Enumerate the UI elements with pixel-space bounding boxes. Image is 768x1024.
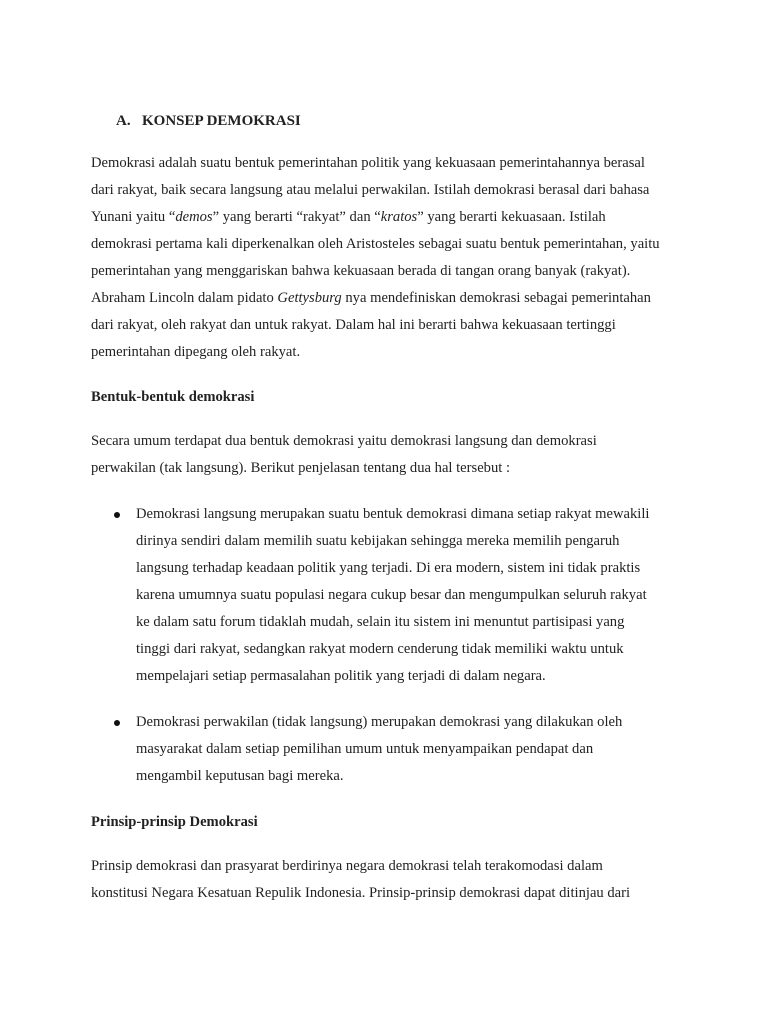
text-line — [136, 636, 649, 663]
text-segment: demokrasi pertama kali diperkenalkan oleh Aristosteles sebagai suatu bentuk pemerintahan, yaitu — [91, 236, 660, 252]
section-number: A. — [116, 113, 131, 129]
text-line — [91, 312, 660, 339]
text-segment: pemerintahan dipegang oleh rakyat. — [91, 344, 301, 360]
text-segment: konstitusi Negara Kesatuan Repulik Indonesia. Prinsip-prinsip demokrasi dapat ditinjau dari — [91, 885, 631, 901]
text-segment: Secara umum terdapat dua bentuk demokrasi yaitu demokrasi langsung dan demokrasi — [91, 433, 597, 449]
text-line — [136, 555, 649, 582]
text-segment: langsung terhadap keadaan politik yang terjadi. Di era modern, sistem ini tidak praktis — [136, 560, 641, 576]
paragraph-prinsip — [91, 853, 630, 907]
text-segment: Demokrasi langsung merupakan suatu bentuk demokrasi dimana setiap rakyat mewakili — [136, 506, 650, 522]
text-segment: Abraham Lincoln dalam pidato — [91, 290, 278, 306]
text-line — [136, 709, 622, 736]
text-segment: Prinsip demokrasi dan prasyarat berdirinya negara demokrasi telah terakomodasi dalam — [91, 858, 603, 874]
text-line — [136, 501, 649, 528]
text-line — [91, 428, 597, 455]
text-segment: ke dalam satu forum tidaklah mudah, selain itu sistem ini menuntut partisipasi yang — [136, 614, 625, 630]
text-line — [91, 853, 630, 880]
paragraph-bentuk — [91, 428, 597, 482]
italic-term: kratos — [380, 209, 418, 225]
italic-term: demos — [175, 209, 213, 225]
bullet-item-perwakilan — [136, 709, 622, 790]
text-line — [91, 177, 660, 204]
text-line — [91, 455, 597, 482]
text-line — [136, 609, 649, 636]
bullet-item-langsung — [136, 501, 649, 690]
text-line — [91, 150, 660, 177]
text-segment: Demokrasi perwakilan (tidak langsung) merupakan demokrasi yang dilakukan oleh — [136, 714, 623, 730]
text-segment: perwakilan (tak langsung). Berikut penjelasan tentang dua hal tersebut : — [91, 460, 511, 476]
text-segment: dirinya sendiri dalam memilih suatu kebijakan sehingga mereka memilih pengaruh — [136, 533, 620, 549]
text-segment: masyarakat dalam setiap pemilihan umum untuk menyampaikan pendapat dan — [136, 741, 594, 757]
text-segment: Yunani yaitu “ — [91, 209, 176, 225]
text-line — [136, 763, 622, 790]
text-line — [136, 582, 649, 609]
text-line — [91, 204, 660, 231]
text-segment: dari rakyat, baik secara langsung atau melalui perwakilan. Istilah demokrasi berasal dari bahasa — [91, 182, 650, 198]
text-line — [91, 880, 630, 907]
text-segment: mempelajari setiap permasalahan politik yang terjadi di dalam negara. — [136, 668, 546, 684]
text-segment: dari rakyat, oleh rakyat dan untuk rakyat. Dalam hal ini berarti bahwa kekuasaan tertinggi — [91, 317, 616, 333]
heading-bentuk-demokrasi: Bentuk-bentuk demokrasi — [91, 389, 255, 405]
text-segment: ” yang berarti “rakyat” dan “ — [212, 209, 381, 225]
text-line — [91, 285, 660, 312]
text-segment: pemerintahan yang menggariskan bahwa kekuasaan berada di tangan orang banyak (rakyat). — [91, 263, 631, 279]
paragraph-intro — [91, 150, 660, 366]
bullet-icon — [114, 512, 120, 518]
text-segment: tinggi dari rakyat, sedangkan rakyat modern cenderung tidak memiliki waktu untuk — [136, 641, 624, 657]
text-line — [91, 258, 660, 285]
text-line — [136, 528, 649, 555]
section-title — [116, 108, 301, 135]
text-segment: mengambil keputusan bagi mereka. — [136, 768, 344, 784]
text-line — [136, 736, 622, 763]
section-title-text: KONSEP DEMOKRASI — [142, 113, 301, 129]
text-segment: nya mendefiniskan demokrasi sebagai pemerintahan — [341, 290, 651, 306]
text-segment: karena umumnya suatu populasi negara cukup besar dan mengumpulkan seluruh rakyat — [136, 587, 647, 603]
text-line — [91, 339, 660, 366]
heading-prinsip-demokrasi: Prinsip-prinsip Demokrasi — [91, 814, 258, 830]
text-line — [91, 231, 660, 258]
italic-term: Gettysburg — [277, 290, 342, 306]
bullet-icon — [114, 720, 120, 726]
text-segment: Demokrasi adalah suatu bentuk pemerintahan politik yang kekuasaan pemerintahannya berasal — [91, 155, 645, 171]
text-line — [136, 663, 649, 690]
text-segment: ” yang berarti kekuasaan. Istilah — [417, 209, 606, 225]
